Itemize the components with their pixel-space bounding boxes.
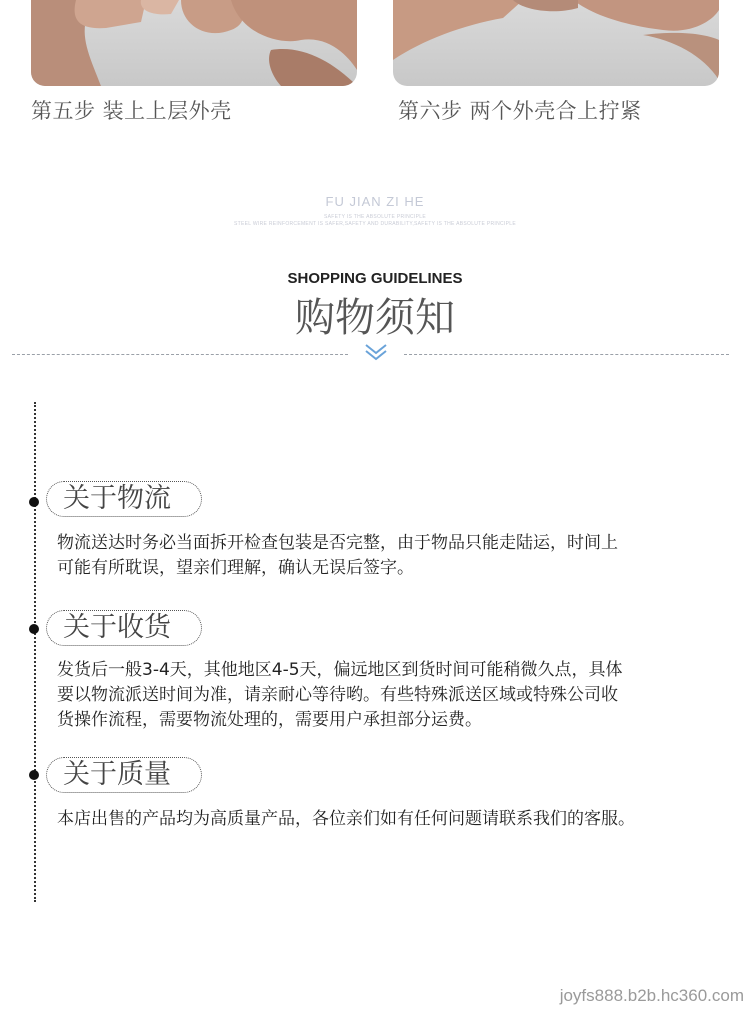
site-watermark: joyfs888.b2b.hc360.com [559, 986, 744, 1005]
text-line: 要以物流派送时间为准，请亲耐心等待哟。有些特殊派送区域或特殊公司收 [57, 685, 618, 705]
section-text-logistics [57, 531, 717, 581]
text-line: 发货后一般3-4天，其他地区4-5天，偏远地区到货时间可能稍微久点，具体 [57, 660, 623, 680]
text-line: 可能有所耽误，望亲们理解，确认无误后签字。 [57, 558, 414, 578]
text-line: 本店出售的产品均为高质量产品，各位亲们如有任何问题请联系我们的客服。 [57, 809, 635, 829]
section-heading-quality: 关于质量 [46, 757, 202, 793]
timeline-dot [29, 624, 39, 634]
section-heading-logistics: 关于物流 [46, 481, 202, 517]
timeline-dot [29, 770, 39, 780]
divider-left [12, 354, 348, 355]
step-six-caption: 第六步 两个外壳合上拧紧 [398, 99, 642, 123]
section-text-quality [57, 807, 717, 832]
step-six-photo [393, 0, 719, 86]
brand-tagline: STEEL WIRE REINFORCEMENT IS SAFER,SAFETY AND DURABILITY,SAFETY IS THE ABSOLUTE PRINCIPLE [234, 221, 516, 227]
brand-title: FU JIAN ZI HE [325, 194, 425, 209]
text-line: 货操作流程，需要物流处理的，需要用户承担部分运费。 [57, 710, 482, 730]
timeline-dot [29, 497, 39, 507]
brand-slogan: SAFETY IS THE ABSOLUTE PRINCIPLE [324, 214, 426, 220]
chevron-down-icon [364, 342, 388, 362]
divider-right [404, 354, 729, 355]
guidelines-title-en: SHOPPING GUIDELINES [287, 270, 463, 287]
section-heading-receiving: 关于收货 [46, 610, 202, 646]
section-text-receiving [57, 658, 717, 733]
timeline-line [34, 402, 36, 902]
step-five-caption: 第五步 装上上层外壳 [31, 99, 232, 123]
text-line: 物流送达时务必当面拆开检查包装是否完整，由于物品只能走陆运，时间上 [57, 533, 618, 553]
step-five-photo [31, 0, 357, 86]
guidelines-title-zh: 购物须知 [295, 295, 455, 341]
